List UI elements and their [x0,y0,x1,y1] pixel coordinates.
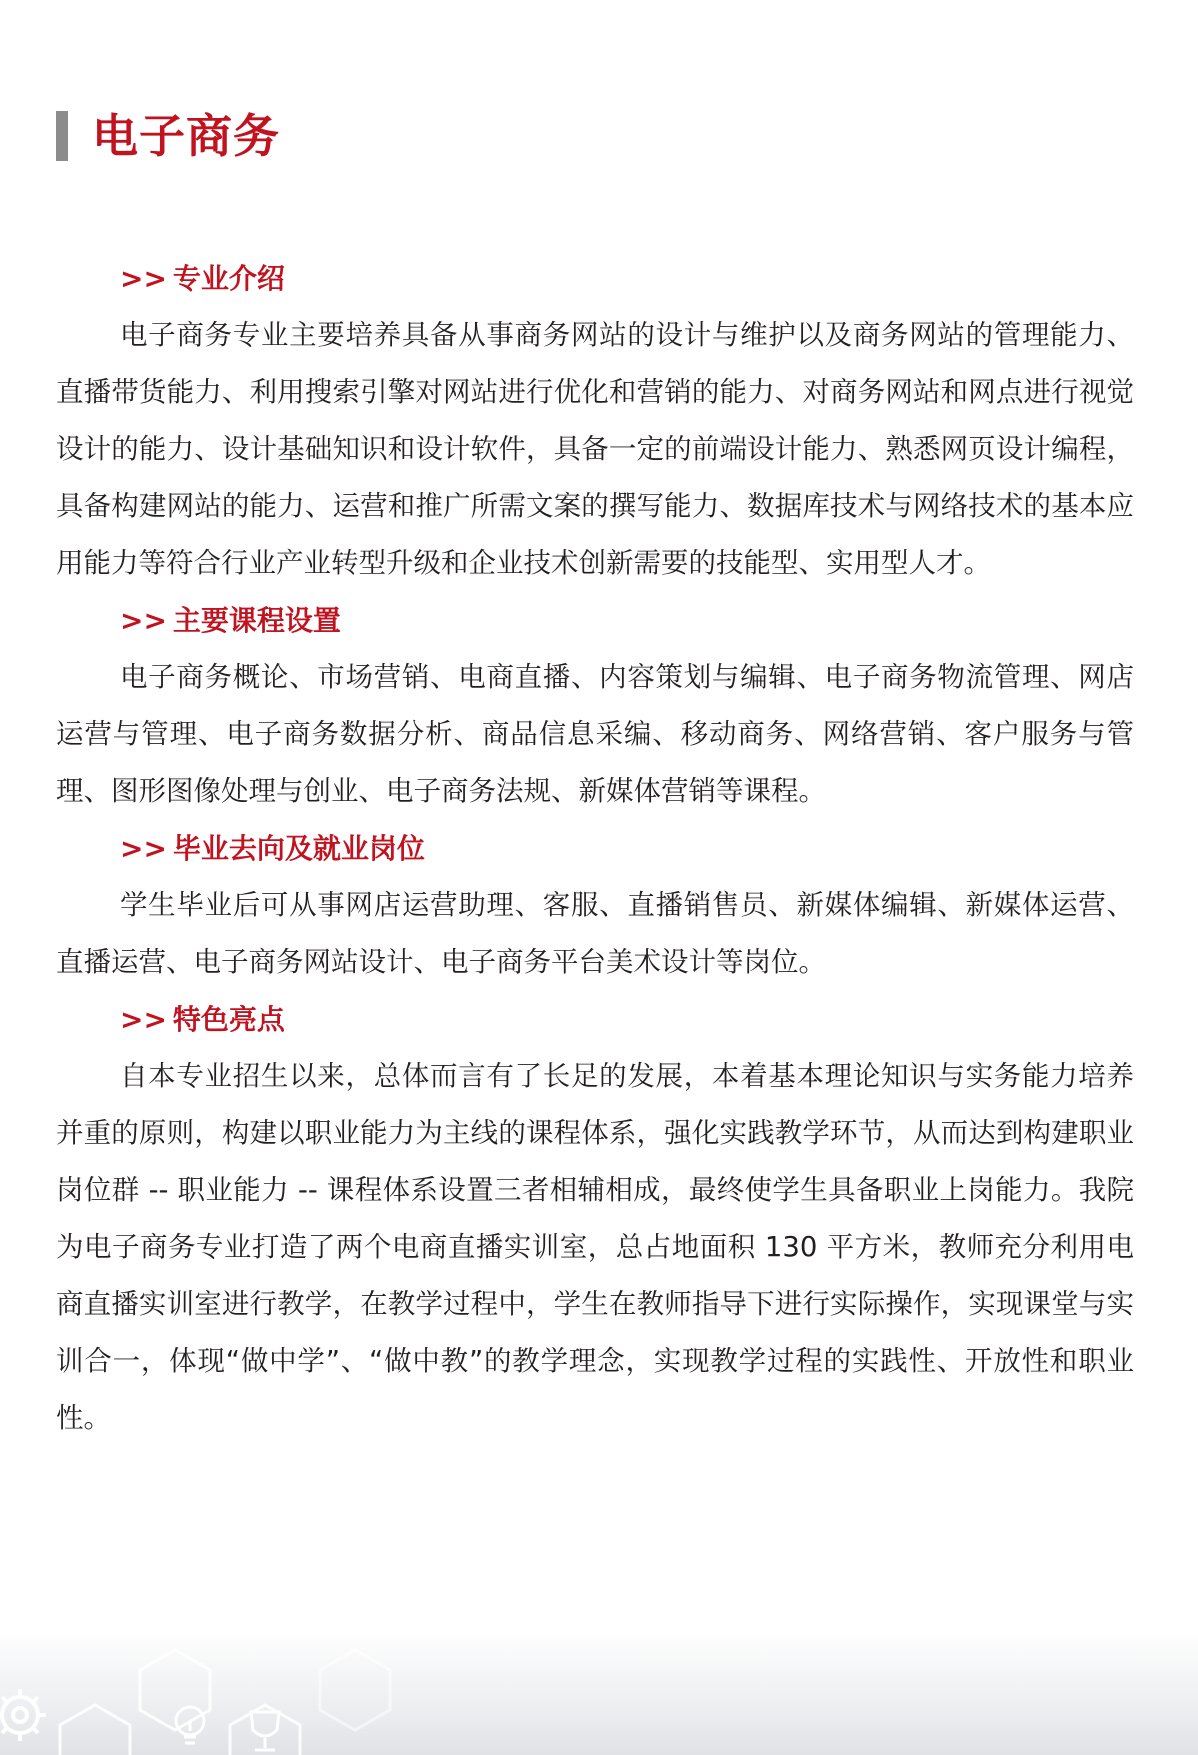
double-arrow-icon: >> [120,1003,167,1036]
content [56,250,1134,1447]
page-title: 电子商务 [92,109,280,163]
section-paragraph-courses: 电子商务概论、市场营销、电商直播、内容策划与编辑、电子商务物流管理、网店运营与管理、电子商务数据分析、商品信息采编、移动商务、网络营销、客户服务与管理、图形图像处理与创业、电子商务法规、新媒体营销等课程。 [56,661,1134,807]
trophy-icon [251,1712,279,1750]
section-heading-label: 特色亮点 [172,1003,285,1036]
section-heading-careers [56,820,1134,877]
section-heading-label: 专业介绍 [172,262,285,295]
section-heading-label: 毕业去向及就业岗位 [172,832,425,865]
title-accent-bar [56,111,68,161]
double-arrow-icon: >> [120,832,167,865]
title-block [56,108,280,164]
lightbulb-icon [176,1707,204,1743]
section-heading-label: 主要课程设置 [172,604,341,637]
double-arrow-icon: >> [120,262,167,295]
section-paragraph-highlights: 自本专业招生以来，总体而言有了长足的发展，本着基本理论知识与实务能力培养并重的原则，构建以职业能力为主线的课程体系，强化实践教学环节，从而达到构建职业岗位群 -- 职业能力 -- 课程体系设置三者相辅相成，最终使学生具备职业上岗能力。我院为电子商务专业打造了两个电商直播实训室，总占地面积 130 平方米，教师充分利用电商直播实训室进行教学，在教学过程中，学生在教师指导下进行实际操作，实现课堂与实训合一，体现“做中学”、“做中教”的教学理念，实现教学过程的实践性、开放性和职业性。 [56,1060,1134,1434]
section-paragraph-intro: 电子商务专业主要培养具备从事商务网站的设计与维护以及商务网站的管理能力、直播带货能力、利用搜索引擎对网站进行优化和营销的能力、对商务网站和网点进行视觉设计的能力、设计基础知识和设计软件，具备一定的前端设计能力、熟悉网页设计编程，具备构建网站的能力、运营和推广所需文案的撰写能力、数据库技术与网络技术的基本应用能力等符合行业产业转型升级和企业技术创新需要的技能型、实用型人才。 [56,319,1134,579]
section-heading-highlights [56,991,1134,1048]
hexagon-pattern [320,1650,390,1730]
section-heading-courses [56,592,1134,649]
hexagon-pattern [60,1705,130,1755]
gear-icon [0,1689,46,1741]
footer-decoration [0,1630,1198,1755]
footer-pattern [0,1630,1198,1755]
double-arrow-icon: >> [120,604,167,637]
section-paragraph-careers: 学生毕业后可从事网店运营助理、客服、直播销售员、新媒体编辑、新媒体运营、直播运营、电子商务网站设计、电子商务平台美术设计等岗位。 [56,889,1134,978]
section-heading-intro [56,250,1134,307]
